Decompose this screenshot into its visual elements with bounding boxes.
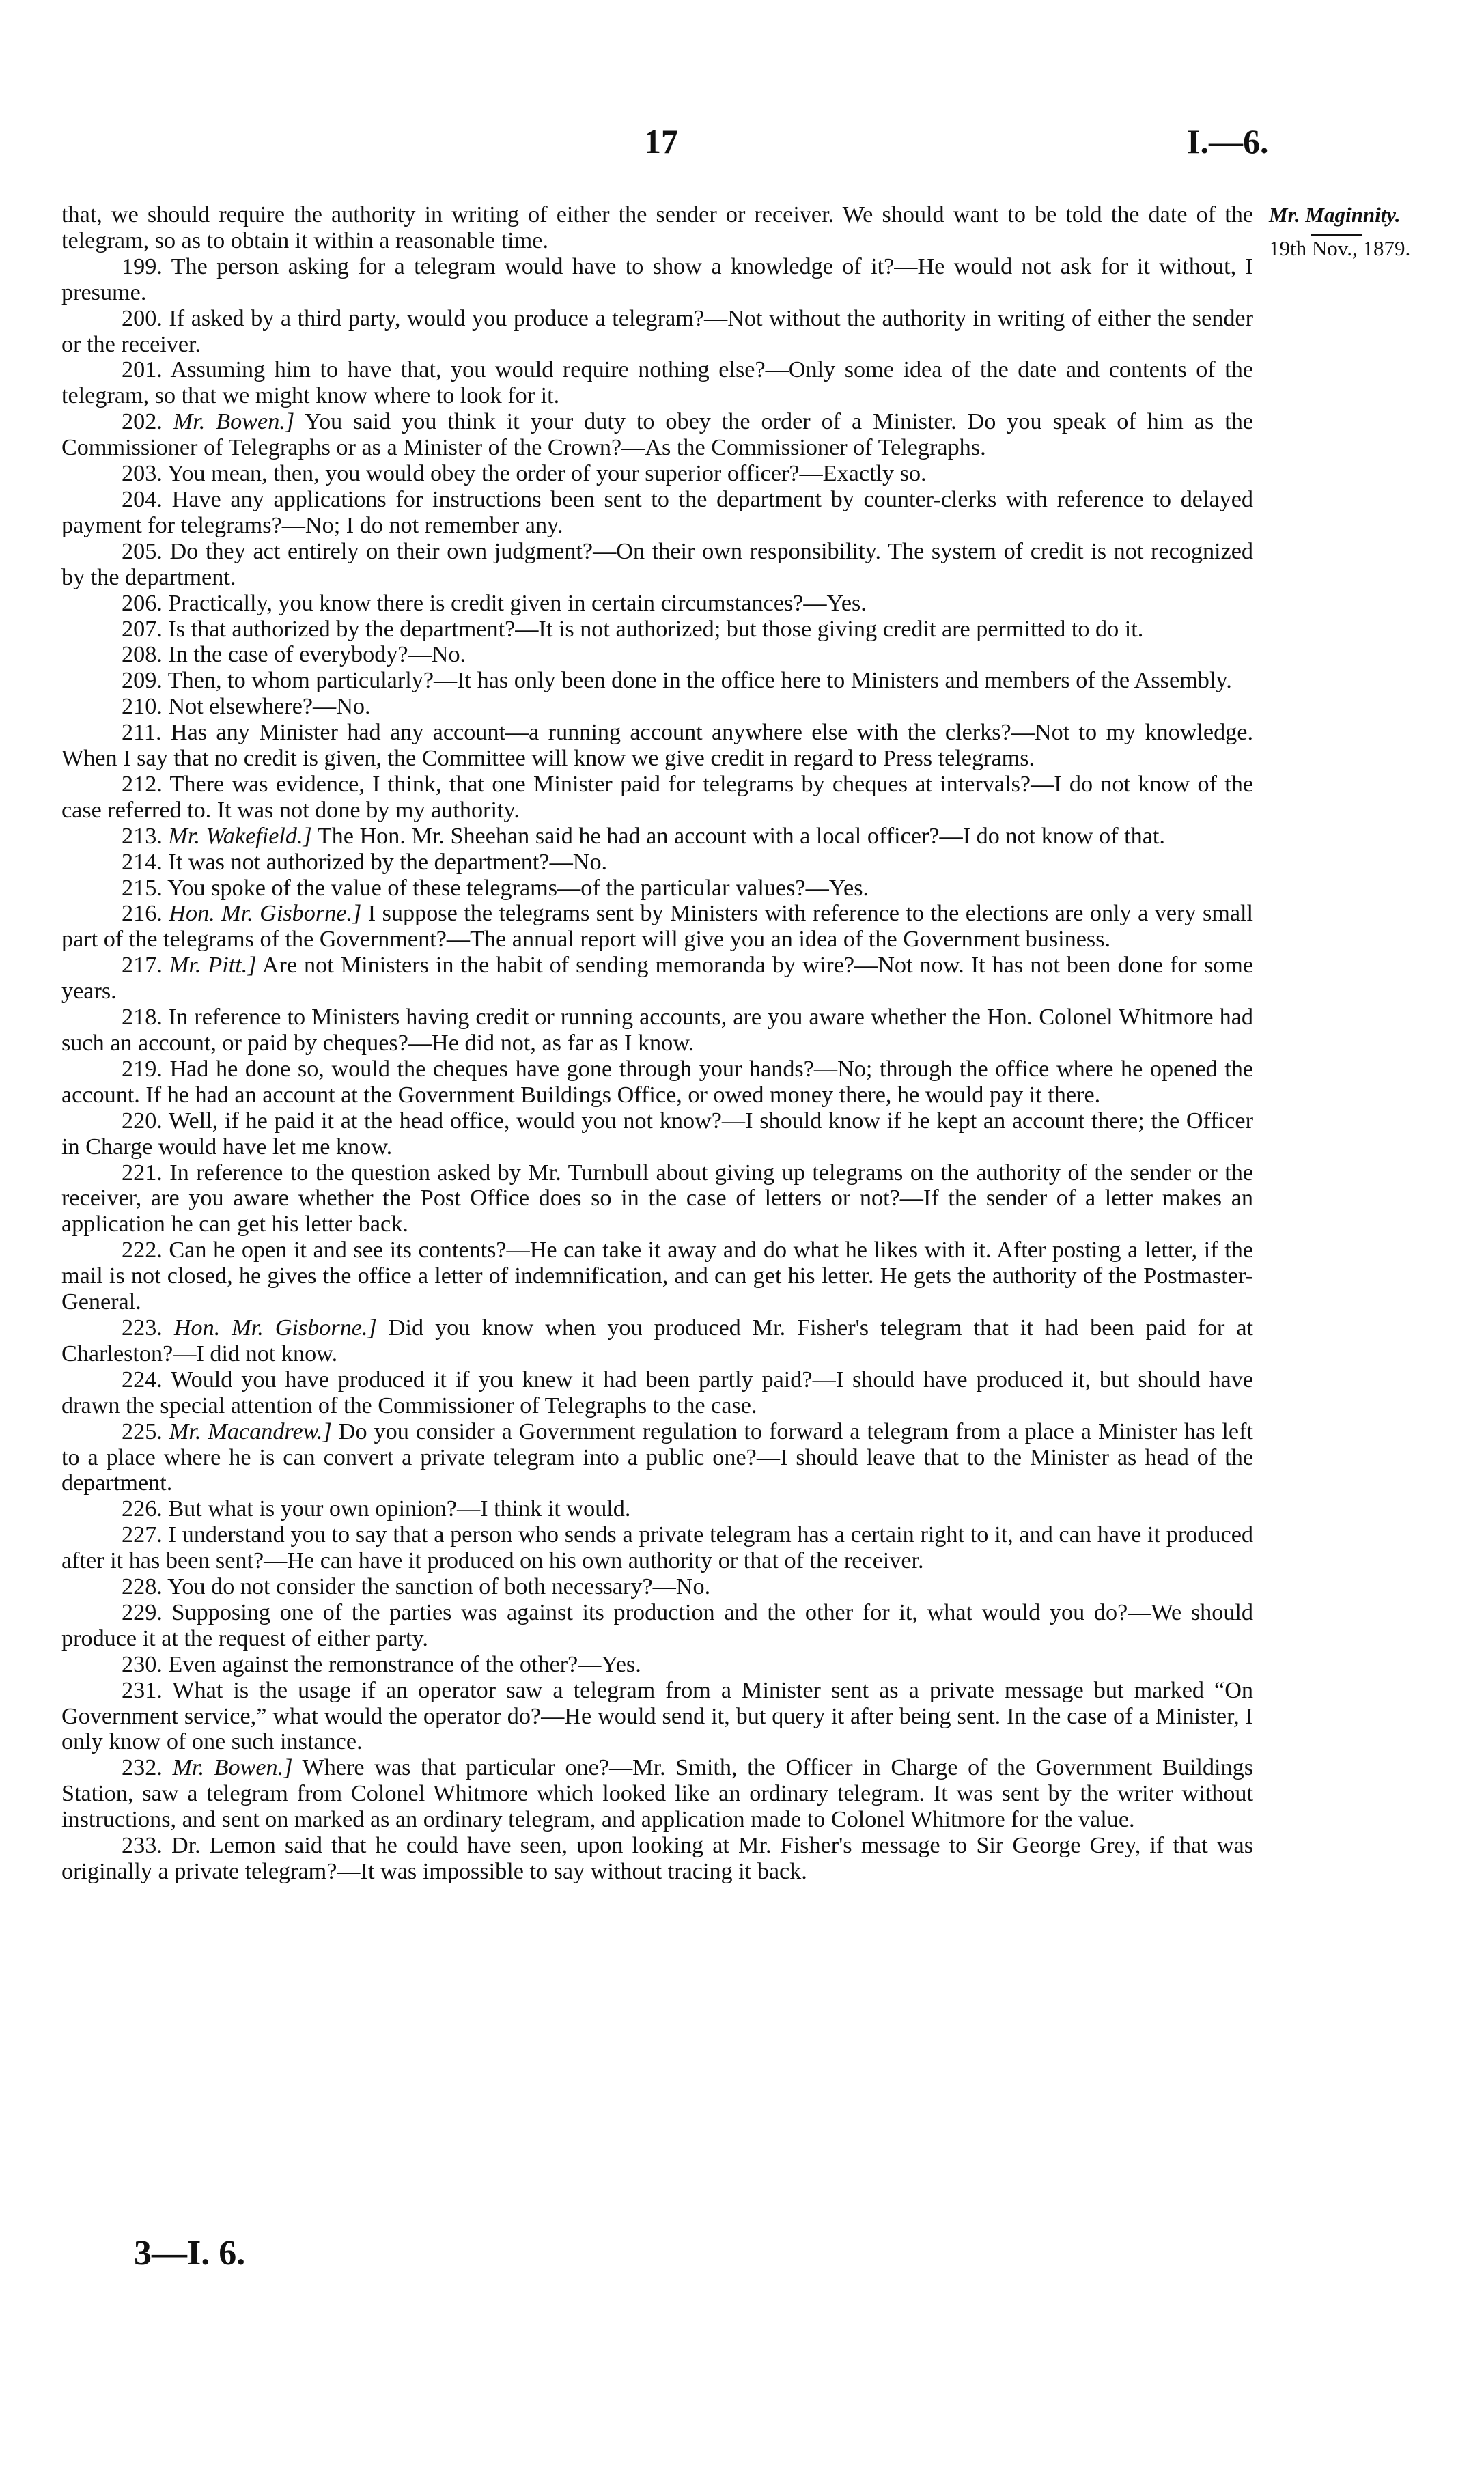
question-number: 201.	[122, 357, 163, 383]
question-number: 231.	[122, 1677, 163, 1703]
questioner-name: Mr. Macandrew.]	[169, 1418, 332, 1444]
questioner-name: Mr. Bowen.]	[173, 409, 295, 435]
question-paragraph	[61, 461, 1253, 487]
question-number: 204.	[122, 486, 163, 512]
question-text: Would you have produced it if you knew it had been partly paid?—I should have produced it, but should have drawn the special attention of the Commissioner of Telegraphs to the case.	[61, 1366, 1254, 1418]
page-number: 17	[644, 122, 678, 160]
question-paragraph	[61, 1315, 1253, 1367]
question-paragraph	[61, 850, 1253, 875]
question-paragraph	[61, 694, 1253, 720]
question-paragraph	[61, 254, 1253, 306]
question-number: 200.	[122, 305, 163, 331]
question-text: If asked by a third party, would you produce a telegram?—Not without the authority in writing of either the sender or the receiver.	[61, 305, 1253, 357]
question-number: 211.	[122, 720, 162, 746]
question-paragraph	[61, 306, 1253, 358]
question-number: 206.	[122, 590, 163, 616]
question-paragraph	[61, 1833, 1253, 1885]
question-paragraph	[61, 1056, 1253, 1108]
margin-note	[1269, 202, 1474, 262]
question-text: Do they act entirely on their own judgment?—On their own responsibility. The system of credit is not recognized by the department.	[61, 538, 1253, 590]
question-text: Has any Minister had any account—a running account anywhere else with the clerks?—Not to my knowledge. When I say that no credit is given, the Committee will know we give credit in regard to Press telegrams.	[61, 720, 1253, 772]
question-number: 227.	[122, 1522, 163, 1548]
question-paragraph	[61, 1108, 1253, 1160]
question-text: It was not authorized by the department?—No.	[168, 849, 608, 875]
questioner-name: Hon. Mr. Gisborne.]	[173, 1315, 377, 1341]
question-paragraph	[61, 1160, 1253, 1238]
question-text: The Hon. Mr. Sheehan said he had an account with a local officer?—I do not know of that.	[317, 823, 1165, 849]
question-number: 224.	[122, 1366, 163, 1392]
question-text: Are not Ministers in the habit of sending memoranda by wire?—Not now. It has not been done for some years.	[61, 953, 1253, 1005]
question-paragraph	[61, 591, 1253, 617]
witness-name: Mr. Maginnity.	[1269, 203, 1401, 227]
question-paragraph	[61, 1237, 1253, 1315]
paper-identifier: I.—6.	[1187, 122, 1269, 160]
question-text: I understand you to say that a person who sends a private telegram has a certain right to it, and can have it produced after it has been sent?—He can have it produced on his own authority or that of the receiver.	[61, 1522, 1253, 1574]
question-number: 222.	[122, 1237, 163, 1263]
question-paragraph	[61, 1755, 1253, 1833]
question-paragraph	[61, 668, 1253, 694]
questioner-name: Mr. Pitt.]	[169, 953, 257, 979]
page-header	[0, 122, 1484, 176]
question-number: 210.	[122, 694, 163, 720]
question-text: Where was that particular one?—Mr. Smith, the Officer in Charge of the Government Buildings Station, saw a telegram from Colonel Whitmore which looked like an ordinary telegram. It was sent by the writer without instructions, and sent on marked as an ordinary telegram, and application made to Colonel Whitmore for the value.	[61, 1755, 1254, 1833]
opening-paragraph: that, we should require the authority in writing of either the sender or receiver. We should want to be told the date of the telegram, so as to obtain it within a reasonable time.	[61, 202, 1253, 253]
question-number: 199.	[122, 253, 163, 279]
question-paragraph	[61, 487, 1253, 539]
question-paragraph	[61, 1005, 1253, 1056]
question-number: 226.	[122, 1496, 163, 1522]
question-number: 207.	[122, 616, 163, 642]
question-paragraph	[61, 1600, 1253, 1652]
question-text: The person asking for a telegram would have to show a knowledge of it?—He would not ask for it without, I presume.	[61, 253, 1253, 305]
question-text: You do not consider the sanction of both necessary?—No.	[167, 1574, 711, 1600]
question-paragraph	[61, 539, 1253, 591]
question-text: Supposing one of the parties was against its production and the other for it, what would you do?—We should produce it at the request of either party.	[61, 1599, 1254, 1651]
question-text: Had he done so, would the cheques have gone through your hands?—No; through the office where he opened the account. If he had an account at the Government Buildings Office, or owed money there, he would pay it there.	[61, 1056, 1254, 1108]
question-number: 225.	[122, 1418, 163, 1444]
question-text: But what is your own opinion?—I think it would.	[168, 1496, 631, 1522]
question-text: Not elsewhere?—No.	[168, 694, 371, 720]
question-text: You mean, then, you would obey the order of your superior officer?—Exactly so.	[167, 461, 927, 487]
question-number: 221.	[122, 1160, 163, 1186]
question-number: 214.	[122, 849, 163, 875]
question-paragraph	[61, 1367, 1253, 1419]
question-paragraph	[61, 824, 1253, 850]
questioner-name: Mr. Bowen.]	[172, 1755, 293, 1781]
question-paragraph	[61, 720, 1253, 772]
question-text: Even against the remonstrance of the other?—Yes.	[168, 1651, 641, 1677]
printer-signature: 3—I. 6.	[134, 2234, 246, 2273]
question-paragraph	[61, 1419, 1253, 1497]
question-number: 219.	[122, 1056, 163, 1082]
question-number: 208.	[122, 642, 163, 668]
question-text: You spoke of the value of these telegrams—of the particular values?—Yes.	[167, 875, 869, 901]
question-number: 217.	[122, 953, 163, 979]
questioner-name: Mr. Wakefield.]	[168, 823, 312, 849]
question-number: 202.	[122, 409, 163, 435]
question-number: 209.	[122, 668, 163, 694]
question-paragraph	[61, 1522, 1253, 1574]
question-text: In the case of everybody?—No.	[168, 642, 466, 668]
question-number: 213.	[122, 823, 163, 849]
question-text: There was evidence, I think, that one Minister paid for telegrams by cheques at intervals?—I do not know of the case referred to. It was not done by my authority.	[61, 771, 1253, 823]
question-text: Is that authorized by the department?—It is not authorized; but those giving credit are permitted to do it.	[168, 616, 1144, 642]
question-number: 220.	[122, 1108, 163, 1134]
question-number: 232.	[122, 1755, 163, 1781]
question-text: Assuming him to have that, you would require nothing else?—Only some idea of the date and contents of the telegram, so that we might know where to look for it.	[61, 357, 1253, 409]
question-text: Then, to whom particularly?—It has only been done in the office here to Ministers and members of the Assembly.	[167, 668, 1232, 694]
question-paragraph	[61, 901, 1253, 953]
question-text: I suppose the telegrams sent by Ministers with reference to the elections are only a very small part of the telegrams of the Government?—The annual report will give you an idea of the Government business.	[61, 901, 1254, 953]
evidence-text	[61, 202, 1253, 1885]
question-text: Can he open it and see its contents?—He can take it away and do what he likes with it. After posting a letter, if the mail is not closed, he gives the office a letter of indemnification, and can get his letter. He gets the authority of the Postmaster-General.	[61, 1237, 1254, 1315]
question-paragraph	[61, 953, 1253, 1005]
question-text: Practically, you know there is credit given in certain circumstances?—Yes.	[168, 590, 867, 616]
question-number: 223.	[122, 1315, 163, 1341]
questioner-name: Hon. Mr. Gisborne.]	[169, 901, 362, 927]
question-text: Did you know when you produced Mr. Fisher's telegram that it had been paid for at Charleston?—I did not know.	[61, 1315, 1254, 1366]
question-number: 229.	[122, 1599, 163, 1625]
question-text: In reference to Ministers having credit or running accounts, are you aware whether the Hon. Colonel Whitmore had such an account, or paid by cheques?—He did not, as far as I know.	[61, 1005, 1253, 1056]
question-paragraph	[61, 1496, 1253, 1522]
question-paragraph	[61, 875, 1253, 901]
question-paragraph	[61, 1574, 1253, 1600]
question-number: 215.	[122, 875, 163, 901]
question-paragraph	[61, 642, 1253, 668]
question-text: What is the usage if an operator saw a telegram from a Minister sent as a private message but marked “On Government service,” what would the operator do?—He would send it, but query it after being sent. In the case of a Minister, I only know of one such instance.	[61, 1677, 1254, 1755]
hearing-date: 19th Nov., 1879.	[1269, 236, 1411, 260]
question-number: 233.	[122, 1833, 163, 1859]
question-paragraph	[61, 1652, 1253, 1678]
question-number: 218.	[122, 1005, 163, 1030]
question-paragraph	[61, 357, 1253, 409]
question-paragraph	[61, 772, 1253, 824]
question-text: Do you consider a Government regulation to forward a telegram from a place a Minister has left to a place where he is can convert a private telegram into a public one?—I should leave that to the Minister as head of the department.	[61, 1418, 1253, 1496]
question-text: Dr. Lemon said that he could have seen, upon looking at Mr. Fisher's message to Sir George Grey, if that was originally a private telegram?—It was impossible to say without tracing it back.	[61, 1833, 1254, 1884]
question-number: 205.	[122, 538, 163, 564]
question-number: 216.	[122, 901, 163, 927]
question-text: In reference to the question asked by Mr. Turnbull about giving up telegrams on the authority of the sender or the receiver, are you aware whether the Post Office does so in the case of letters or not?—If the sender of a letter makes an application he can get his letter back.	[61, 1160, 1254, 1237]
question-paragraph	[61, 1678, 1253, 1756]
question-text: Have any applications for instructions been sent to the department by counter-clerks with reference to delayed payment for telegrams?—No; I do not remember any.	[61, 486, 1254, 538]
question-number: 228.	[122, 1574, 163, 1600]
question-number: 203.	[122, 461, 163, 487]
question-paragraph	[61, 617, 1253, 643]
question-text: You said you think it your duty to obey the order of a Minister. Do you speak of him as the Commissioner of Telegraphs or as a Minister of the Crown?—As the Commissioner of Telegraphs.	[61, 409, 1253, 461]
question-paragraph	[61, 409, 1253, 461]
question-number: 212.	[122, 771, 163, 797]
question-text: Well, if he paid it at the head office, would you not know?—I should know if he kept an account there; the Officer in Charge would have let me know.	[61, 1108, 1253, 1160]
question-number: 230.	[122, 1651, 163, 1677]
